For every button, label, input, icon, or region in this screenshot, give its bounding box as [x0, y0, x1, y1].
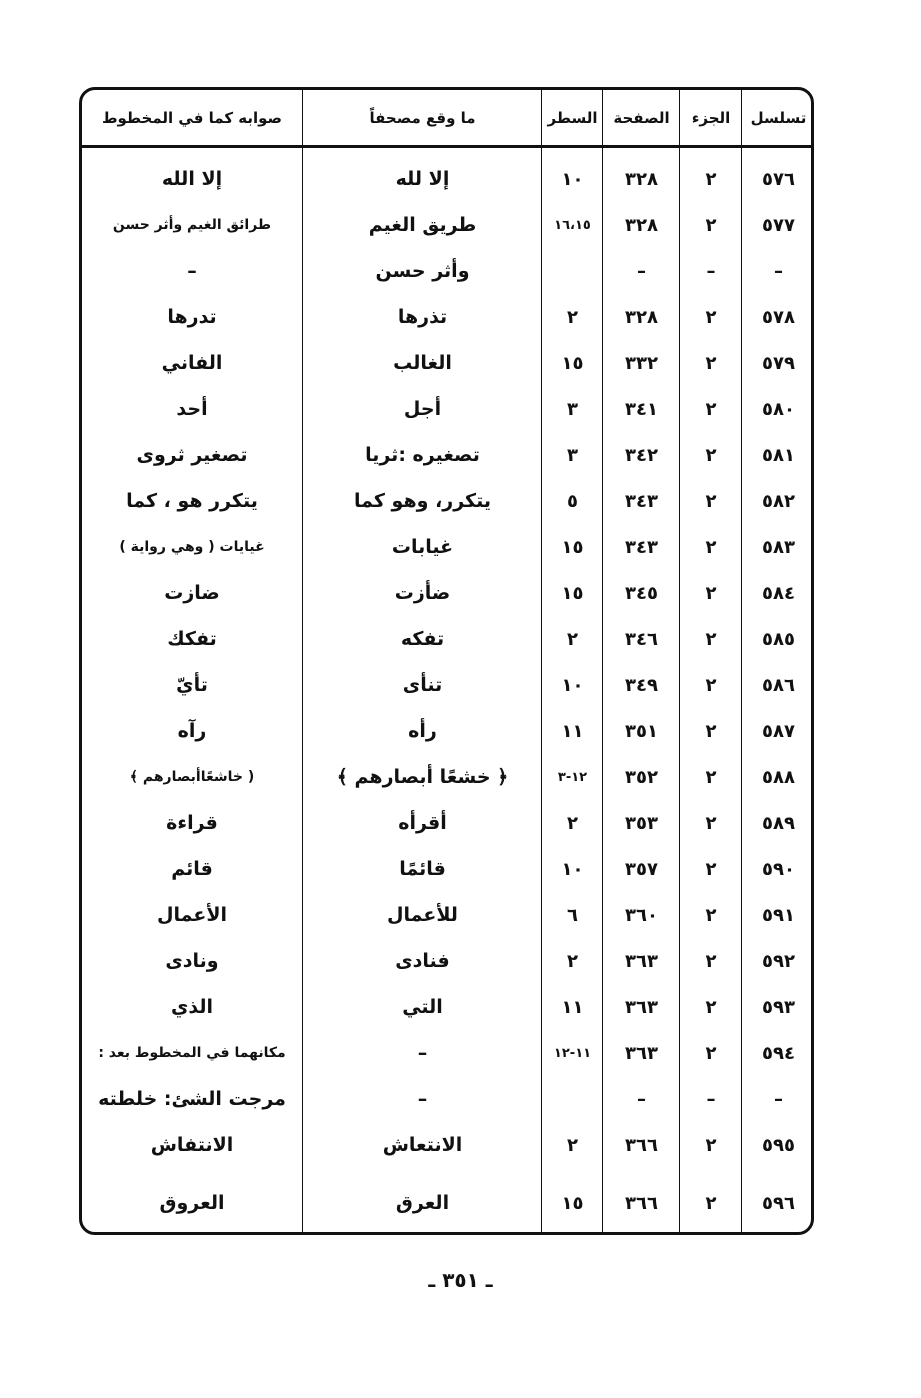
cell-wrong: أجل	[403, 398, 442, 420]
cell-part: ٢	[705, 352, 717, 374]
cell-right: قائم	[171, 858, 213, 880]
cell-page: ٣٤٦	[625, 628, 658, 650]
cell-right: الأعمال	[157, 904, 227, 926]
cell-seq: ٥٩٠	[762, 858, 795, 880]
table-row	[82, 1076, 811, 1122]
cell-page: ٣٦٣	[625, 1042, 658, 1064]
cell-seq: ٥٧٧	[762, 214, 795, 236]
cell-part: ٢	[705, 996, 717, 1018]
cell-part: ٢	[705, 766, 717, 788]
table-row	[82, 248, 811, 294]
cell-part: ٢	[705, 444, 717, 466]
cell-line: ١٥	[561, 582, 584, 604]
cell-wrong: إلا لله	[395, 168, 450, 190]
cell-part: ٢	[705, 720, 717, 742]
cell-part: ٢	[705, 904, 717, 926]
cell-right: تدرها	[167, 306, 217, 328]
cell-seq: ٥٩١	[762, 904, 795, 926]
errata-table	[79, 87, 814, 1235]
cell-wrong: –	[417, 1042, 428, 1064]
cell-page: ٣٤١	[625, 398, 658, 420]
cell-part: ٢	[705, 1042, 717, 1064]
cell-page: ٣٢٨	[625, 214, 658, 236]
cell-page: ٣٦٦	[625, 1134, 658, 1156]
cell-seq: ٥٩٦	[762, 1192, 795, 1214]
cell-line: ١١	[561, 720, 584, 742]
header-line: السطر	[547, 108, 598, 127]
cell-line: ١٥	[561, 1192, 584, 1214]
cell-right: العروق	[159, 1192, 225, 1214]
cell-right: غيايات ( وهي رواية )	[119, 539, 265, 555]
cell-page: ٣٦٣	[625, 950, 658, 972]
cell-wrong: تنأى	[402, 674, 443, 696]
cell-wrong: وأثر حسن	[375, 260, 470, 282]
cell-wrong: ضأزت	[394, 582, 451, 604]
cell-line: ٦	[567, 904, 578, 926]
cell-line: ١٥	[561, 536, 584, 558]
cell-seq: –	[774, 260, 783, 282]
table-row	[82, 984, 811, 1030]
table-row	[82, 892, 811, 938]
cell-wrong: فنادى	[395, 950, 450, 972]
table-row	[82, 294, 811, 340]
header-part: الجزء	[691, 108, 731, 127]
cell-line: ٢	[567, 1134, 578, 1156]
cell-wrong: تصغيره :ثريا	[365, 444, 480, 466]
cell-line: ٢	[567, 628, 578, 650]
cell-line: ١٢-٣	[557, 769, 588, 785]
cell-part: ٢	[705, 858, 717, 880]
cell-part: ٢	[705, 812, 717, 834]
cell-seq: ٥٨٧	[762, 720, 795, 742]
cell-seq: ٥٩٢	[762, 950, 795, 972]
cell-line: ٣	[567, 398, 578, 420]
cell-part: ٢	[705, 628, 717, 650]
cell-wrong: ﴿ خشعًا أبصارهم ﴾	[336, 766, 509, 788]
cell-wrong: التي	[402, 996, 443, 1018]
cell-wrong: أقرأه	[398, 812, 447, 834]
cell-line	[543, 248, 602, 294]
cell-page: ٣٤٣	[625, 536, 658, 558]
cell-seq: ٥٨٥	[762, 628, 795, 650]
cell-seq: ٥٩٤	[762, 1042, 795, 1064]
cell-page: ٣٢٨	[625, 306, 658, 328]
cell-line: ١٠	[561, 674, 584, 696]
cell-seq: ٥٨٢	[762, 490, 795, 512]
cell-part: –	[706, 260, 716, 282]
cell-part: ٢	[705, 674, 717, 696]
cell-line: ١٥	[561, 352, 584, 374]
cell-wrong: يتكرر، وهو كما	[354, 490, 491, 512]
cell-right: إلا الله	[161, 168, 223, 190]
cell-right: مكانهما في المخطوط بعد :	[98, 1045, 286, 1061]
cell-part: ٢	[705, 168, 717, 190]
cell-line	[543, 1076, 602, 1122]
header-divider	[82, 145, 811, 148]
cell-page: ٣٣٢	[625, 352, 658, 374]
table-row	[82, 432, 811, 478]
cell-right: الذي	[170, 996, 214, 1018]
cell-seq: ٥٩٣	[762, 996, 795, 1018]
table-row	[82, 524, 811, 570]
cell-wrong: طريق الغيم	[368, 214, 477, 236]
cell-wrong: العرق	[395, 1192, 450, 1214]
cell-wrong: تفكه	[400, 628, 445, 650]
table-row	[82, 570, 811, 616]
cell-line: ١١	[561, 996, 584, 1018]
cell-seq: ٥٨٣	[762, 536, 795, 558]
header-right: صوابه كما في المخطوط	[101, 108, 283, 127]
cell-right: ضازت	[164, 582, 220, 604]
cell-page: –	[637, 1088, 646, 1110]
cell-right: تأيّ	[176, 674, 208, 696]
cell-page: ٣٤٥	[625, 582, 658, 604]
table-row	[82, 156, 811, 202]
cell-line: ٢	[567, 306, 578, 328]
cell-right: الفاني	[161, 352, 223, 374]
table-row	[82, 616, 811, 662]
cell-wrong: للأعمال	[387, 904, 458, 926]
cell-seq: ٥٧٦	[762, 168, 795, 190]
cell-seq: ٥٨٩	[762, 812, 795, 834]
cell-seq: ٥٨٨	[762, 766, 795, 788]
header-wrong: ما وقع مصحفاً	[369, 108, 476, 127]
cell-wrong: تذرها	[397, 306, 448, 328]
cell-seq: –	[774, 1088, 783, 1110]
cell-page: ٣٦٦	[625, 1192, 658, 1214]
cell-right: تصغير ثروى	[136, 444, 248, 466]
table-row	[82, 662, 811, 708]
table-row	[82, 938, 811, 984]
table-row	[82, 1030, 811, 1076]
cell-page: –	[637, 260, 646, 282]
table-row	[82, 478, 811, 524]
table-row	[82, 1180, 811, 1226]
cell-part: ٢	[705, 490, 717, 512]
cell-page: ٣٤٣	[625, 490, 658, 512]
cell-seq: ٥٨١	[762, 444, 795, 466]
cell-wrong: الانتعاش	[382, 1134, 463, 1156]
cell-wrong: رأه	[408, 720, 437, 742]
cell-part: ٢	[705, 950, 717, 972]
cell-line: ١٦،١٥	[554, 217, 591, 233]
cell-page: ٣٤٩	[625, 674, 658, 696]
cell-line: ٣	[567, 444, 578, 466]
cell-right: ونادى	[165, 950, 219, 972]
cell-wrong: غيابات	[391, 536, 454, 558]
cell-seq: ٥٩٥	[762, 1134, 795, 1156]
cell-line: ١٠	[561, 168, 584, 190]
cell-line: ٢	[567, 950, 578, 972]
cell-right: قراءة	[166, 812, 218, 834]
cell-line: ١١-١٢	[553, 1045, 592, 1061]
cell-right: –	[187, 260, 197, 282]
cell-part: ٢	[705, 536, 717, 558]
table-row	[82, 1122, 811, 1168]
cell-wrong: قائمًا	[399, 858, 446, 880]
table-row	[82, 846, 811, 892]
cell-seq: ٥٨٤	[762, 582, 795, 604]
cell-right: رآه	[177, 720, 207, 742]
page-number: ـ ٣٥١ ـ	[428, 1268, 493, 1292]
cell-page: ٣٥٢	[625, 766, 658, 788]
header-page: الصفحة	[613, 108, 670, 127]
table-row	[82, 754, 811, 800]
cell-right: طرائق الغيم وأثر حسن	[112, 217, 272, 233]
cell-page: ٣٢٨	[625, 168, 658, 190]
cell-page: ٣٥١	[625, 720, 658, 742]
table-row	[82, 708, 811, 754]
cell-right: ( خاشعًاأبصارهم ﴾	[129, 769, 255, 785]
cell-part: ٢	[705, 398, 717, 420]
cell-seq: ٥٧٩	[762, 352, 795, 374]
table-row	[82, 340, 811, 386]
cell-wrong: الغالب	[393, 352, 452, 374]
cell-wrong: –	[417, 1088, 428, 1110]
cell-part: ٢	[705, 582, 717, 604]
cell-right: مرجت الشئ: خلطته	[98, 1088, 286, 1110]
cell-seq: ٥٧٨	[762, 306, 795, 328]
cell-line: ٢	[567, 812, 578, 834]
cell-line: ١٠	[561, 858, 584, 880]
cell-part: ٢	[705, 1134, 717, 1156]
cell-right: أحد	[176, 398, 208, 420]
cell-page: ٣٤٢	[625, 444, 658, 466]
cell-page: ٣٦٠	[625, 904, 658, 926]
cell-right: الانتفاش	[150, 1134, 234, 1156]
cell-page: ٣٥٣	[625, 812, 658, 834]
cell-page: ٣٥٧	[625, 858, 658, 880]
cell-right: تفكك	[167, 628, 217, 650]
table-row	[82, 800, 811, 846]
cell-part: ٢	[705, 306, 717, 328]
cell-page: ٣٦٣	[625, 996, 658, 1018]
table-row	[82, 386, 811, 432]
cell-right: يتكرر هو ، كما	[126, 490, 258, 512]
cell-part: ٢	[705, 214, 717, 236]
cell-seq: ٥٨٠	[762, 398, 795, 420]
cell-line: ٥	[567, 490, 578, 512]
header-seq: تسلسل	[750, 108, 807, 127]
table-row	[82, 202, 811, 248]
cell-seq: ٥٨٦	[762, 674, 795, 696]
cell-part: –	[706, 1088, 716, 1110]
cell-part: ٢	[705, 1192, 717, 1214]
